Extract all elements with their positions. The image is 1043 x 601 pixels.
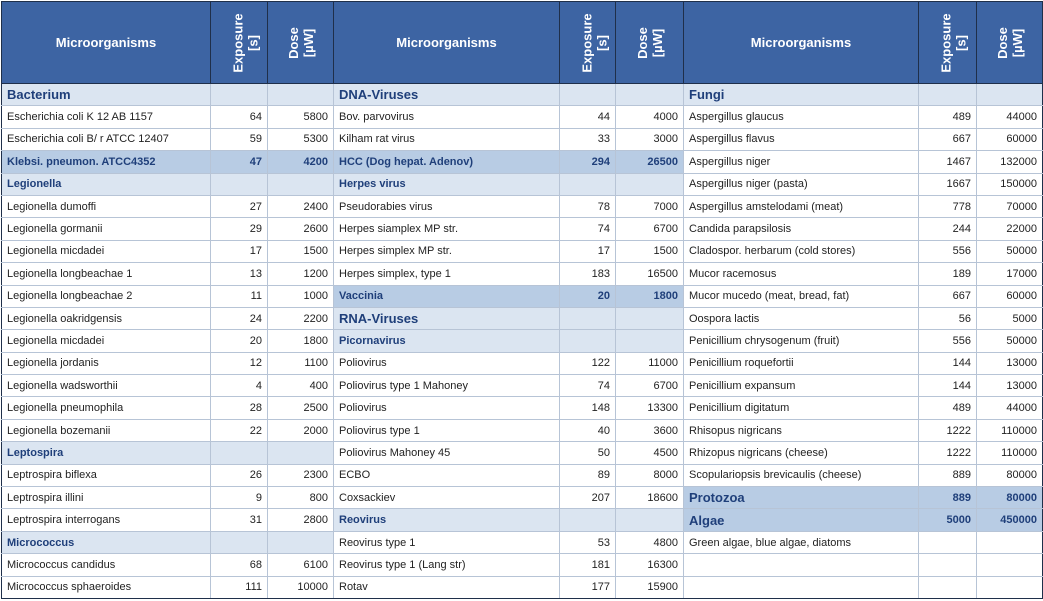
dose-value: 5800 [268,106,334,128]
exposure-value: 111 [211,576,268,598]
table-row [2,263,1043,285]
organism-name [684,554,919,576]
organism-name: Legionella gormanii [2,218,211,240]
dose-value: 13000 [977,352,1043,374]
table-row [2,531,1043,553]
organism-name: Legionella dumoffi [2,195,211,217]
header-microorganisms: Microorganisms [334,2,560,84]
organism-name [684,576,919,598]
organism-name: Mucor mucedo (meat, bread, fat) [684,285,919,307]
table-row [2,106,1043,128]
exposure-value: 1667 [919,173,977,195]
category-exposure-empty [560,173,616,195]
exposure-value: 4 [211,375,268,397]
dose-value: 50000 [977,330,1043,352]
exposure-value: 189 [919,263,977,285]
organism-name: Legionella pneumophila [2,397,211,419]
table-row [2,554,1043,576]
exposure-value: 556 [919,330,977,352]
exposure-value: 44 [560,106,616,128]
exposure-value: 778 [919,195,977,217]
exposure-value: 53 [560,531,616,553]
category-exposure-empty [560,330,616,352]
category-exposure-empty [560,509,616,531]
header-exposure [560,2,616,84]
organism-name: Bov. parvovirus [334,106,560,128]
organism-name: Penicillium roquefortii [684,352,919,374]
organism-name: Reovirus type 1 (Lang str) [334,554,560,576]
dose-value: 800 [268,487,334,509]
dose-value: 2800 [268,509,334,531]
dose-value: 110000 [977,442,1043,464]
table-row [2,397,1043,419]
dose-value: 8000 [616,464,684,486]
organism-name: Aspergillus amstelodami (meat) [684,195,919,217]
exposure-value: 74 [560,218,616,240]
dose-value: 11000 [616,352,684,374]
exposure-value: 50 [560,442,616,464]
organism-name: Penicillium expansum [684,375,919,397]
dose-value: 16300 [616,554,684,576]
category-dose-value: 26500 [616,151,684,173]
header-dose [268,2,334,84]
exposure-value: 28 [211,397,268,419]
exposure-value: 144 [919,375,977,397]
organism-name: Micrococcus candidus [2,554,211,576]
category-exposure-empty [211,442,268,464]
organism-name: ECBO [334,464,560,486]
category-dose-empty [616,509,684,531]
dose-value: 1200 [268,263,334,285]
organism-name: Aspergillus niger (pasta) [684,173,919,195]
dose-value: 400 [268,375,334,397]
table-body [2,84,1043,599]
exposure-value: 148 [560,397,616,419]
category-name: Micrococcus [2,531,211,553]
organism-name: Penicillium chrysogenum (fruit) [684,330,919,352]
category-name: Herpes virus [334,173,560,195]
category-dose-empty [268,442,334,464]
category-exposure-empty [560,84,616,106]
dose-value: 4500 [616,442,684,464]
category-dose-value: 80000 [977,487,1043,509]
category-dose-empty [616,307,684,329]
dose-value: 1800 [268,330,334,352]
header-dose [977,2,1043,84]
organism-name: Legionella micdadei [2,330,211,352]
organism-name: Rhizopus nigricans (cheese) [684,442,919,464]
header-exposure-label: Exposure [579,12,595,73]
organism-name: Oospora lactis [684,307,919,329]
exposure-value: 59 [211,128,268,150]
dose-value: 6700 [616,375,684,397]
category-name: HCC (Dog hepat. Adenov) [334,151,560,173]
exposure-value: 64 [211,106,268,128]
dose-value: 60000 [977,285,1043,307]
category-dose-empty [616,330,684,352]
organism-name: Leptrospira interrogans [2,509,211,531]
dose-value: 15900 [616,576,684,598]
exposure-value: 207 [560,487,616,509]
category-dose-empty [616,173,684,195]
exposure-value [919,531,977,553]
table-row [2,576,1043,598]
organism-name: Reovirus type 1 [334,531,560,553]
dose-value: 80000 [977,464,1043,486]
table-row [2,195,1043,217]
dose-value [977,576,1043,598]
exposure-value [919,554,977,576]
dose-value: 132000 [977,151,1043,173]
organism-name: Herpes siamplex MP str. [334,218,560,240]
dose-value: 2000 [268,419,334,441]
dose-value: 110000 [977,419,1043,441]
organism-name: Legionella longbeachae 1 [2,263,211,285]
exposure-value: 17 [211,240,268,262]
exposure-value: 181 [560,554,616,576]
organism-name: Poliovirus Mahoney 45 [334,442,560,464]
organism-name: Candida parapsilosis [684,218,919,240]
organism-name: Herpes simplex, type 1 [334,263,560,285]
exposure-value: 11 [211,285,268,307]
exposure-value: 33 [560,128,616,150]
dose-value: 2500 [268,397,334,419]
category-exposure-value: 20 [560,285,616,307]
exposure-value: 1222 [919,442,977,464]
organism-name: Herpes simplex MP str. [334,240,560,262]
dose-value: 5300 [268,128,334,150]
dose-value: 10000 [268,576,334,598]
exposure-value: 667 [919,285,977,307]
exposure-value: 12 [211,352,268,374]
dose-value: 2600 [268,218,334,240]
organism-name: Coxsackiev [334,487,560,509]
category-name: Legionella [2,173,211,195]
dose-value: 1500 [616,240,684,262]
exposure-value: 78 [560,195,616,217]
category-name: Bacterium [2,84,211,106]
dose-value [977,554,1043,576]
category-name: Vaccinia [334,285,560,307]
table-row [2,84,1043,106]
category-exposure-value: 294 [560,151,616,173]
dose-value: 4800 [616,531,684,553]
category-exposure-empty [211,84,268,106]
dose-value: 13300 [616,397,684,419]
dose-value: 1500 [268,240,334,262]
exposure-value: 177 [560,576,616,598]
category-dose-empty [616,84,684,106]
category-dose-empty [268,173,334,195]
organism-name: Legionella wadsworthii [2,375,211,397]
category-name: DNA-Viruses [334,84,560,106]
table-row [2,330,1043,352]
dose-value: 3600 [616,419,684,441]
organism-name: Leptrospira biflexa [2,464,211,486]
category-exposure-empty [211,531,268,553]
category-exposure-empty [919,84,977,106]
dose-value: 44000 [977,106,1043,128]
dose-value: 2300 [268,464,334,486]
exposure-value: 68 [211,554,268,576]
header-dose-unit: [µW] [649,28,665,57]
exposure-value: 13 [211,263,268,285]
organism-name: Legionella oakridgensis [2,307,211,329]
table-row [2,375,1043,397]
exposure-value [919,576,977,598]
exposure-value: 122 [560,352,616,374]
exposure-value: 74 [560,375,616,397]
exposure-value: 29 [211,218,268,240]
dose-value: 6100 [268,554,334,576]
header-exposure-unit: [s] [953,34,969,51]
uv-dose-table [1,1,1043,599]
dose-value: 4000 [616,106,684,128]
dose-value: 70000 [977,195,1043,217]
organism-name: Kilham rat virus [334,128,560,150]
table-row [2,442,1043,464]
header-microorganisms: Microorganisms [684,2,919,84]
dose-value: 44000 [977,397,1043,419]
category-name: Fungi [684,84,919,106]
table-row [2,240,1043,262]
header-dose-label: Dose [634,26,650,59]
header-dose-label: Dose [285,26,301,59]
dose-value: 2200 [268,307,334,329]
organism-name: Rotav [334,576,560,598]
header-exposure-unit: [s] [594,34,610,51]
exposure-value: 556 [919,240,977,262]
exposure-value: 22 [211,419,268,441]
exposure-value: 244 [919,218,977,240]
organism-name: Legionella micdadei [2,240,211,262]
category-exposure-empty [211,173,268,195]
table-header-row [2,2,1043,84]
dose-value: 17000 [977,263,1043,285]
category-dose-empty [977,84,1043,106]
table-row [2,419,1043,441]
header-exposure-label: Exposure [230,12,246,73]
category-exposure-value: 889 [919,487,977,509]
table-row [2,352,1043,374]
organism-name: Scopulariopsis brevicaulis (cheese) [684,464,919,486]
dose-value: 1000 [268,285,334,307]
header-exposure-unit: [s] [245,34,261,51]
exposure-value: 144 [919,352,977,374]
category-dose-value: 450000 [977,509,1043,531]
dose-value: 5000 [977,307,1043,329]
organism-name: Green algae, blue algae, diatoms [684,531,919,553]
table-row [2,307,1043,329]
table-row [2,464,1043,486]
organism-name: Micrococcus sphaeroides [2,576,211,598]
exposure-value: 40 [560,419,616,441]
dose-value: 50000 [977,240,1043,262]
header-exposure-label: Exposure [938,12,954,73]
exposure-value: 1222 [919,419,977,441]
organism-name: Legionella jordanis [2,352,211,374]
exposure-value: 20 [211,330,268,352]
exposure-value: 1467 [919,151,977,173]
header-dose [616,2,684,84]
category-dose-value: 4200 [268,151,334,173]
exposure-value: 489 [919,397,977,419]
organism-name: Poliovirus [334,352,560,374]
organism-name: Poliovirus type 1 [334,419,560,441]
organism-name: Aspergillus glaucus [684,106,919,128]
category-name: Klebsi. pneumon. ATCC4352 [2,151,211,173]
category-exposure-value: 47 [211,151,268,173]
category-name: Leptospira [2,442,211,464]
table-row [2,285,1043,307]
category-dose-empty [268,84,334,106]
category-name: Protozoa [684,487,919,509]
exposure-value: 489 [919,106,977,128]
exposure-value: 17 [560,240,616,262]
organism-name: Escherichia coli B/ r ATCC 12407 [2,128,211,150]
exposure-value: 24 [211,307,268,329]
category-exposure-value: 5000 [919,509,977,531]
organism-name: Legionella longbeachae 2 [2,285,211,307]
category-dose-value: 1800 [616,285,684,307]
table-row [2,128,1043,150]
dose-value: 2400 [268,195,334,217]
category-name: Reovirus [334,509,560,531]
category-exposure-empty [560,307,616,329]
header-dose-unit: [µW] [1009,28,1025,57]
dose-value [977,531,1043,553]
dose-value: 60000 [977,128,1043,150]
organism-name: Legionella bozemanii [2,419,211,441]
category-name: Picornavirus [334,330,560,352]
dose-value: 16500 [616,263,684,285]
table-row [2,487,1043,509]
exposure-value: 31 [211,509,268,531]
header-microorganisms: Microorganisms [2,2,211,84]
dose-value: 18600 [616,487,684,509]
exposure-value: 89 [560,464,616,486]
organism-name: Poliovirus [334,397,560,419]
organism-name: Poliovirus type 1 Mahoney [334,375,560,397]
organism-name: Aspergillus flavus [684,128,919,150]
category-name: RNA-Viruses [334,307,560,329]
table-row [2,218,1043,240]
dose-value: 13000 [977,375,1043,397]
header-dose-label: Dose [994,26,1010,59]
exposure-value: 667 [919,128,977,150]
table-row [2,151,1043,173]
organism-name: Aspergillus niger [684,151,919,173]
dose-value: 150000 [977,173,1043,195]
exposure-value: 9 [211,487,268,509]
organism-name: Penicillium digitatum [684,397,919,419]
dose-value: 7000 [616,195,684,217]
exposure-value: 26 [211,464,268,486]
dose-value: 6700 [616,218,684,240]
exposure-value: 183 [560,263,616,285]
dose-value: 3000 [616,128,684,150]
dose-value: 22000 [977,218,1043,240]
category-dose-empty [268,531,334,553]
exposure-value: 889 [919,464,977,486]
organism-name: Pseudorabies virus [334,195,560,217]
dose-value: 1100 [268,352,334,374]
header-dose-unit: [µW] [300,28,316,57]
organism-name: Mucor racemosus [684,263,919,285]
exposure-value: 56 [919,307,977,329]
header-exposure [919,2,977,84]
table-row [2,509,1043,531]
organism-name: Rhisopus nigricans [684,419,919,441]
table-row [2,173,1043,195]
header-exposure [211,2,268,84]
organism-name: Leptrospira illini [2,487,211,509]
organism-name: Cladospor. herbarum (cold stores) [684,240,919,262]
exposure-value: 27 [211,195,268,217]
category-name: Algae [684,509,919,531]
organism-name: Escherichia coli K 12 AB 1157 [2,106,211,128]
